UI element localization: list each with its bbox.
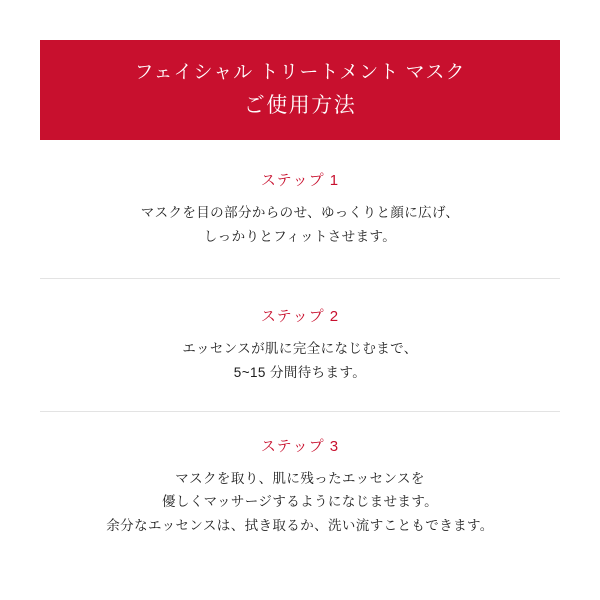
usage-heading: ご使用方法 [243, 93, 357, 117]
step-body-line: マスクを取り、肌に残ったエッセンスを [175, 470, 425, 486]
step-title: ステップ 1 [260, 172, 340, 190]
step-body [60, 337, 540, 384]
step-body-line: エッセンスが肌に完全になじむまで、 [182, 341, 418, 357]
product-title: フェイシャル トリートメント マスク [134, 62, 466, 83]
instruction-card [40, 40, 560, 560]
step-item [40, 279, 560, 412]
step-body-line: しっかりとフィットさせます。 [203, 229, 397, 244]
step-body-line: 優しくマッサージするようになじませます。 [161, 494, 439, 510]
steps-list [40, 140, 560, 560]
step-item [40, 140, 560, 279]
step-body [60, 201, 540, 248]
card-header [40, 40, 560, 140]
step-body-line: 余分なエッセンスは、拭き取るか、洗い流すこともできます。 [106, 517, 494, 533]
step-body [60, 467, 540, 538]
step-title: ステップ 3 [260, 437, 340, 455]
step-body-line: 5~15 分間待ちます。 [233, 365, 367, 380]
step-title: ステップ 2 [260, 308, 340, 326]
step-body-line: マスクを目の部分からのせ、ゆっくりと顔に広げ、 [140, 205, 460, 221]
step-item [40, 412, 560, 560]
